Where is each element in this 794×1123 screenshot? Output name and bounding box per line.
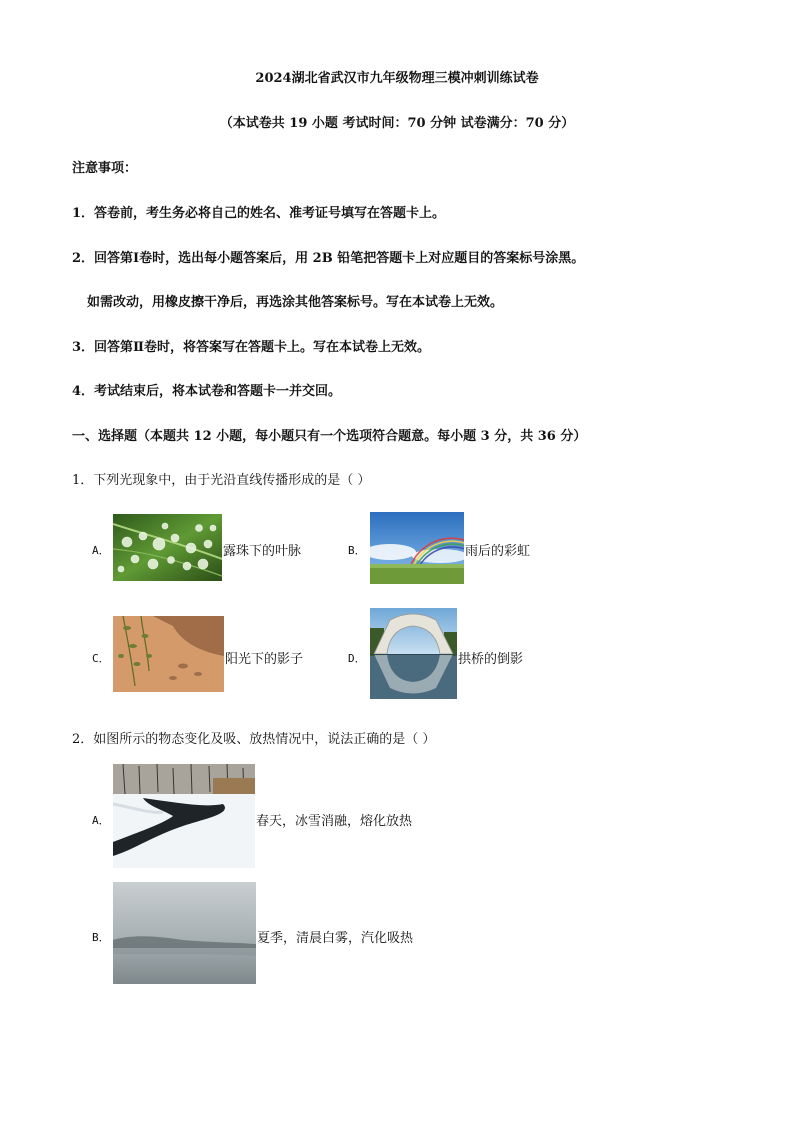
q1-option-b-text: 雨后的彩虹 [465,544,531,559]
q1-option-c-label: C． [92,652,110,665]
question-2-stem: 2．如图所示的物态变化及吸、放热情况中，说法正确的是（ ） [72,732,436,747]
melting-snow-image [113,764,255,868]
fog-lake-image [113,882,256,984]
rainbow-image [370,512,464,584]
q1-option-a-text: 露珠下的叶脉 [223,544,302,559]
question-1-stem: 1．下列光现象中，由于光沿直线传播形成的是（ ） [72,473,371,488]
notice-item-2-cont: 如需改动，用橡皮擦干净后，再选涂其他答案标号。写在本试卷上无效。 [87,295,504,310]
q1-option-c-text: 阳光下的影子 [225,652,304,667]
q2-option-a-text: 春天，冰雪消融，熔化放热 [256,814,413,829]
notice-item-2: 2．回答第Ⅰ卷时，选出每小题答案后，用 2B 铅笔把答题卡上对应题目的答案标号涂黑。 [72,251,585,266]
q1-option-a-label: A． [92,544,110,557]
dewdrop-leaf-image [113,514,222,581]
shadow-image [113,616,224,692]
notice-heading: 注意事项： [72,161,138,176]
q1-option-d-label: D． [348,652,366,665]
exam-subtitle: （本试卷共 19 小题 考试时间：70 分钟 试卷满分：70 分） [219,116,575,131]
q2-option-b-label: B． [92,931,110,944]
section-heading: 一、选择题（本题共 12 小题，每小题只有一个选项符合题意。每小题 3 分，共 36 分） [72,429,587,444]
q1-option-b-label: B． [348,544,366,557]
notice-item-1: 1．答卷前，考生务必将自己的姓名、准考证号填写在答题卡上。 [72,206,446,221]
exam-title: 2024湖北省武汉市九年级物理三模冲刺训练试卷 [255,71,539,86]
notice-item-4: 4．考试结束后，将本试卷和答题卡一并交回。 [72,384,342,399]
notice-item-3: 3．回答第Ⅱ卷时，将答案写在答题卡上。写在本试卷上无效。 [72,340,431,355]
q2-option-b-text: 夏季，清晨白雾，汽化吸热 [257,931,414,946]
q1-option-d-text: 拱桥的倒影 [458,652,524,667]
q2-option-a-label: A． [92,814,110,827]
arch-bridge-image [370,608,457,699]
